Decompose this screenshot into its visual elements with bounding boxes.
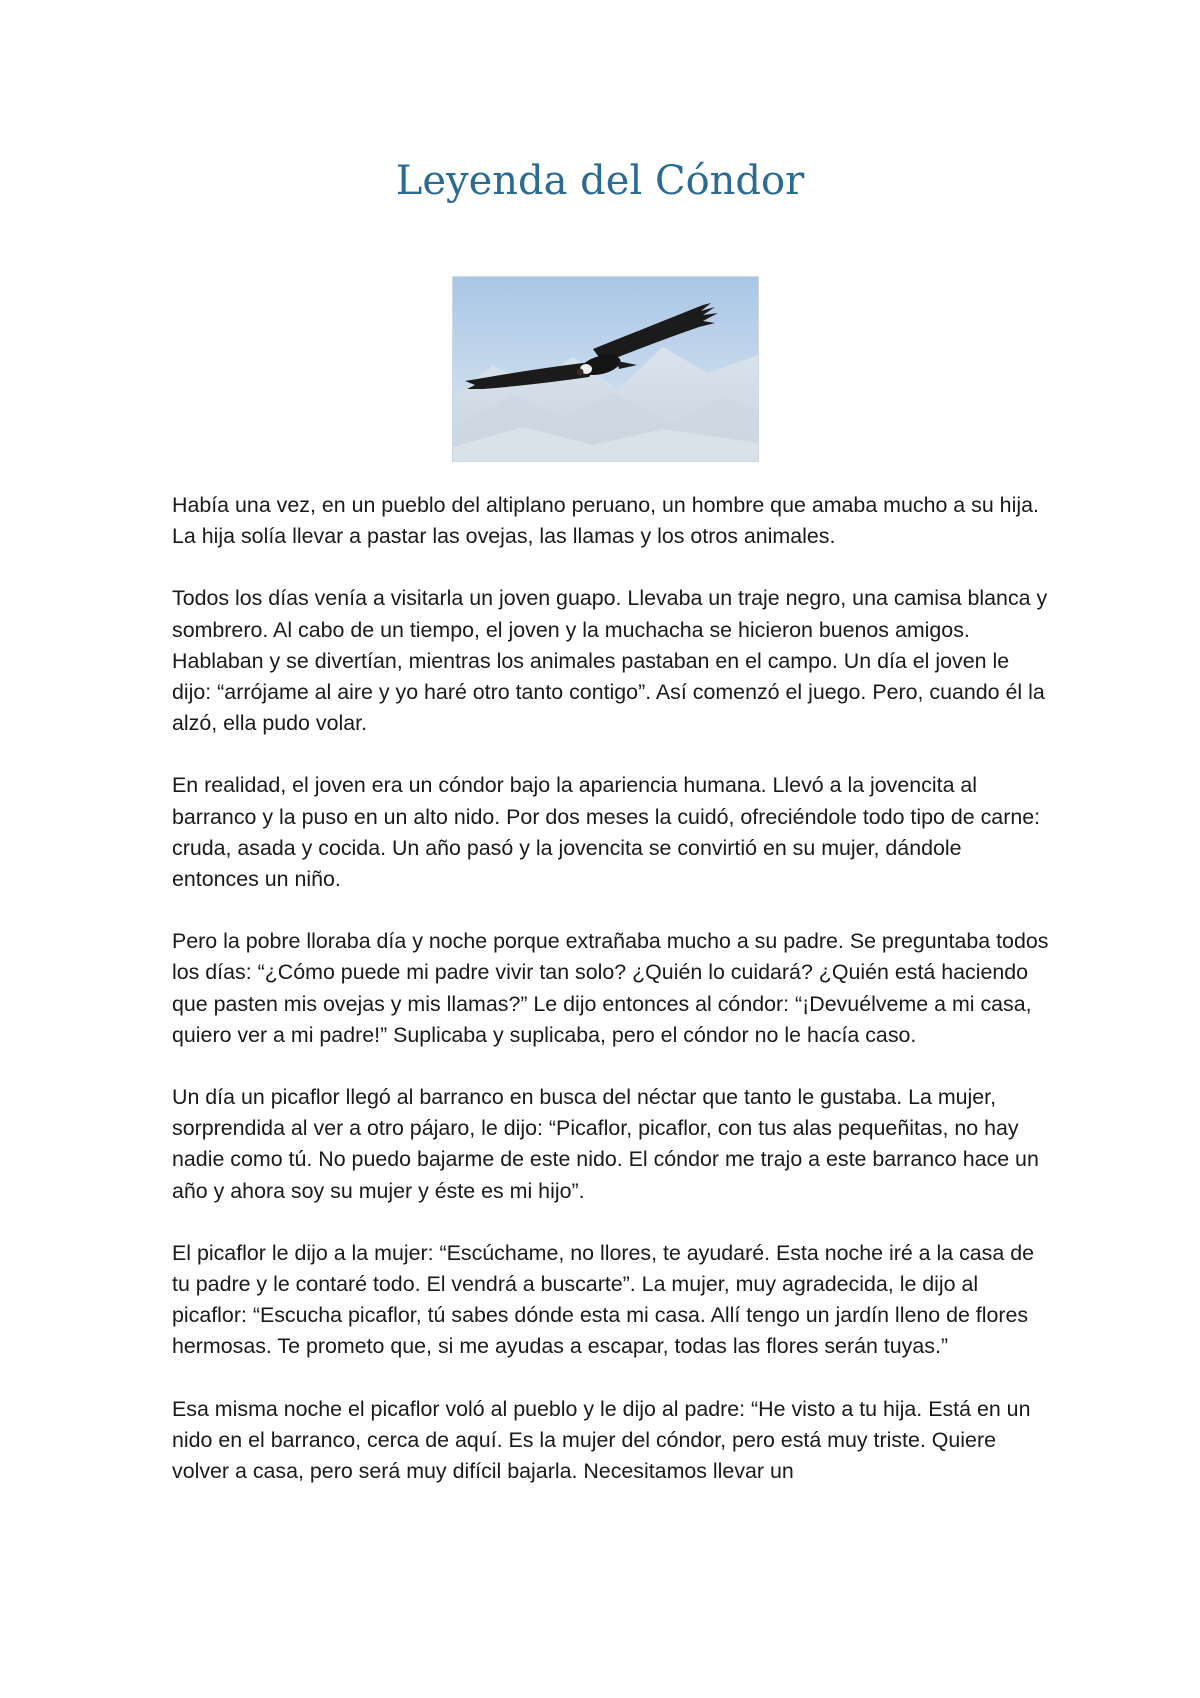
paragraph: Pero la pobre lloraba día y noche porque extrañaba mucho a su padre. Se preguntaba todos los días: “¿Cómo puede mi padre vivir tan solo? ¿Quién lo cuidará? ¿Quién está haciendo que pasten mis ovejas y mis llamas?” Le dijo entonces al cóndor: “¡Devuélveme a mi casa, quiero ver a mi padre!” Suplicaba y suplicaba, pero el cóndor no le hacía caso. xyxy=(172,929,1049,1047)
document-title: Leyenda del Cóndor xyxy=(395,158,805,204)
paragraph: Había una vez, en un pueblo del altiplano peruano, un hombre que amaba mucho a su hija. La hija solía llevar a pastar las ovejas, las llamas y los otros animales. xyxy=(172,493,1039,549)
paragraph: Un día un picaflor llegó al barranco en busca del néctar que tanto le gustaba. La mujer, sorprendida al ver a otro pájaro, le dijo: “Picaflor, picaflor, con tus alas pequeñitas, no hay nadie como tú. No puedo bajarme de este nido. El cóndor me trajo a este barranco hace un año y ahora soy su mujer y éste es mi hijo”. xyxy=(172,1085,1039,1203)
paragraph: El picaflor le dijo a la mujer: “Escúchame, no llores, te ayudaré. Esta noche iré a la casa de tu padre y le contaré todo. El vendrá a buscarte”. La mujer, muy agradecida, le dijo al picaflor: “Escucha picaflor, tú sabes dónde esta mi casa. Allí tengo un jardín lleno de flores hermosas. Te prometo que, si me ayudas a escapar, todas las flores serán tuyas.” xyxy=(172,1240,1035,1359)
paragraph: Todos los días venía a visitarla un joven guapo. Llevaba un traje negro, una camisa blanca y sombrero. Al cabo de un tiempo, el joven y la muchacha se hicieron buenos amigos. Hablaban y se divertían, mientras los animales pastaban en el campo. Un día el joven le dijo: “arrójame al aire y yo haré otro tanto contigo”. Así comenzó el juego. Pero, cuando él la alzó, ella pudo volar. xyxy=(172,586,1048,736)
paragraph: Esa misma noche el picaflor voló al pueblo y le dijo al padre: “He visto a tu hija. Está en un nido en el barranco, cerca de aquí. Es la mujer del cóndor, pero está muy triste. Quiere volver a casa, pero será muy difícil bajarla. Necesitamos llevar un xyxy=(172,1396,1031,1484)
story-text xyxy=(172,490,1052,1518)
paragraph: En realidad, el joven era un cóndor bajo la apariencia humana. Llevó a la jovencita al barranco y la puso en un alto nido. Por dos meses la cuidó, ofreciéndole todo tipo de carne: cruda, asada y cocida. Un año pasó y la jovencita se convirtió en su mujer, dándole entonces un niño. xyxy=(172,773,1041,892)
condor-photo xyxy=(452,276,759,462)
